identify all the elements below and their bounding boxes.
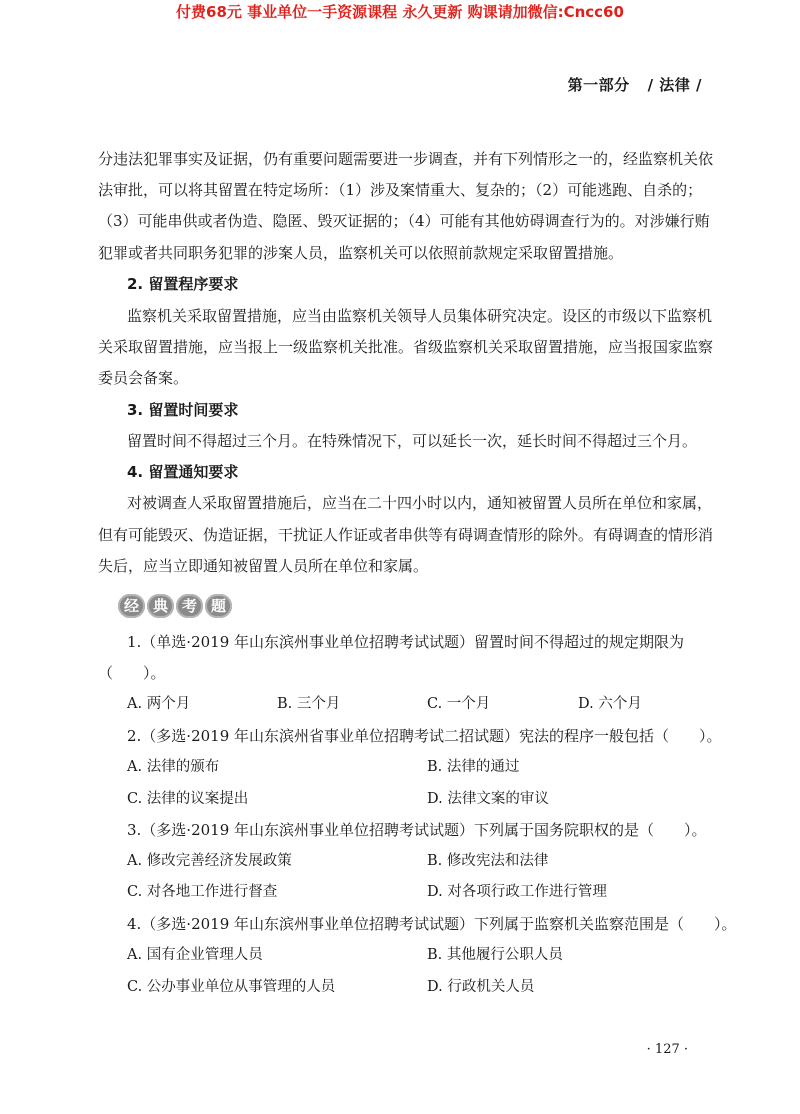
option-c: C. 公办事业单位从事管理的人员 [127,979,336,995]
option-c: C. 对各地工作进行督查 [127,884,278,900]
paragraph-line: 监察机关采取留置措施，应当由监察机关领导人员集体研究决定。设区的市级以下监察机 [127,307,713,325]
option-b: B. 其他履行公职人员 [427,947,563,963]
subject-label: / 法律 / [647,76,702,94]
classic-exam-tag [118,594,232,620]
section-heading: 3. 留置时间要求 [127,401,239,419]
page-number: · 127 · [646,1042,688,1057]
tag-char: 考 [176,594,203,618]
option-d: D. 行政机关人员 [427,979,535,995]
option-d: D. 法律文案的审议 [427,791,549,807]
option-a: A. 国有企业管理人员 [127,947,263,963]
section-heading: 2. 留置程序要求 [127,275,239,293]
option-a: A. 两个月 [127,696,191,712]
question-stem: 1.（单选·2019 年山东滨州事业单位招聘考试试题）留置时间不得超过的规定期限为 [127,633,685,651]
option-b: B. 修改宪法和法律 [427,853,549,869]
paragraph-line: 对被调查人采取留置措施后，应当在二十四小时以内，通知被留置人员所在单位和家属， [127,494,713,512]
question-stem: 4.（多选·2019 年山东滨州事业单位招聘考试试题）下列属于监察机关监察范围是（ ）。 [127,915,737,933]
question-stem: 3.（多选·2019 年山东滨州事业单位招聘考试试题）下列属于国务院职权的是（ ）。 [127,821,707,839]
option-d: D. 六个月 [578,696,642,712]
paragraph-line: 关采取留置措施，应当报上一级监察机关批准。省级监察机关采取留置措施，应当报国家监察 [98,338,714,356]
option-c: C. 一个月 [427,696,491,712]
tag-char: 经 [118,594,145,618]
paragraph-line: 委员会备案。 [98,369,189,387]
paragraph-line: 法审批，可以将其留置在特定场所：（1）涉及案情重大、复杂的；（2）可能逃跑、自杀的； [98,181,703,199]
paragraph-line: （3）可能串供或者伪造、隐匿、毁灭证据的；（4）可能有其他妨碍调查行为的。对涉嫌行贿 [98,212,710,230]
tag-char: 题 [205,594,232,618]
paragraph-line: 留置时间不得超过三个月。在特殊情况下，可以延长一次，延长时间不得超过三个月。 [127,432,698,450]
option-a: A. 修改完善经济发展政策 [127,853,292,869]
option-c: C. 法律的议案提出 [127,791,249,807]
paragraph-line: 犯罪或者共同职务犯罪的涉案人员，监察机关可以依照前款规定采取留置措施。 [98,244,624,262]
paragraph-line: 但有可能毁灭、伪造证据，干扰证人作证或者串供等有碍调查情形的除外。有碍调查的情形消 [98,526,714,544]
option-a: A. 法律的颁布 [127,759,220,775]
part-header [568,74,702,95]
paragraph-line: 失后，应当立即通知被留置人员所在单位和家属。 [98,557,429,575]
option-b: B. 三个月 [277,696,341,712]
option-d: D. 对各项行政工作进行管理 [427,884,607,900]
watermark-banner: 付费68元 事业单位一手资源课程 永久更新 购课请加微信:Cncc60 [176,3,624,21]
question-stem: （ ）。 [98,664,166,682]
section-heading: 4. 留置通知要求 [127,463,239,481]
tag-char: 典 [147,594,174,618]
question-stem: 2.（多选·2019 年山东滨州省事业单位招聘考试二招试题）宪法的程序一般包括（ ）。 [127,727,722,745]
paragraph-line: 分违法犯罪事实及证据，仍有重要问题需要进一步调查，并有下列情形之一的，经监察机关依 [98,150,714,168]
option-b: B. 法律的通过 [427,759,520,775]
part-label: 第一部分 [567,76,630,94]
